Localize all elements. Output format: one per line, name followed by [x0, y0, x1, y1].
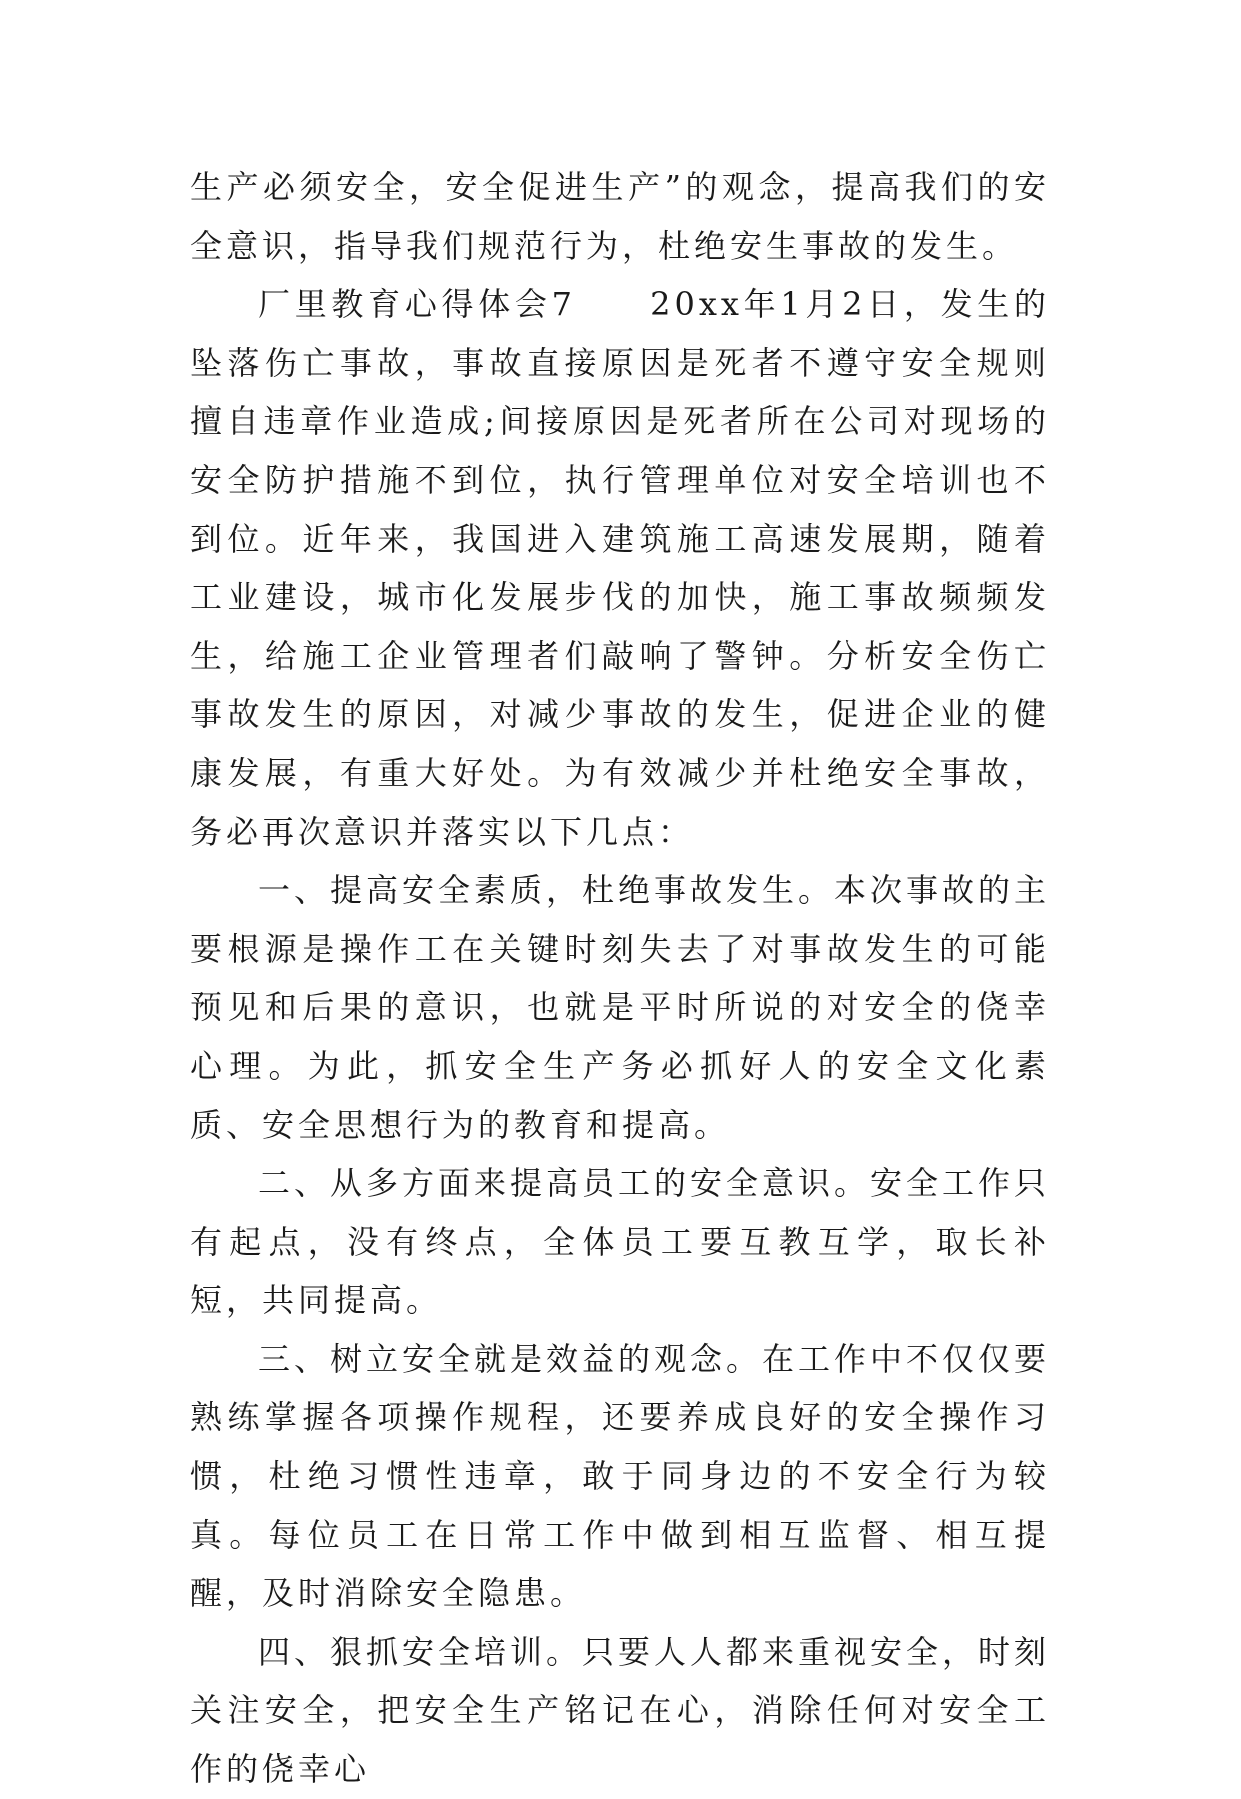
paragraph-incident-intro: 厂里教育心得体会7 20xx年1月2日，发生的坠落伤亡事故，事故直接原因是死者不遵守安全规则擅自违章作业造成;间接原因是死者所在公司对现场的安全防护措施不到位，执行管理单位对安全培训也不到位。近年来，我国进入建筑施工高速发展期，随着工业建设，城市化发展步伐的加快，施工事故频频发生，给施工企业管理者们敲响了警钟。分析安全伤亡事故发生的原因，对减少事故的发生，促进企业的健康发展，有重大好处。为有效减少并杜绝安全事故，务必再次意识并落实以下几点： [190, 285, 1050, 851]
paragraph-point-four: 四、狠抓安全培训。只要人人都来重视安全，时刻关注安全，把安全生产铭记在心，消除任何对安全工作的侥幸心 [190, 1632, 1051, 1789]
paragraph-point-three: 三、树立安全就是效益的观念。在工作中不仅仅要熟练掌握各项操作规程，还要养成良好的安全操作习惯，杜绝习惯性违章，敢于同身边的不安全行为较真。每位员工在日常工作中做到相互监督、相互提醒，及时消除安全隐患。 [190, 1339, 1051, 1613]
paragraph-point-two: 二、从多方面来提高员工的安全意识。安全工作只有起点，没有终点，全体员工要互教互学，取长补短，共同提高。 [190, 1164, 1051, 1320]
document-body [190, 158, 1050, 1799]
paragraph-continuation: 生产必须安全，安全促进生产”的观念，提高我们的安全意识，指导我们规范行为，杜绝安生事故的发生。 [190, 168, 1050, 265]
paragraph-point-one: 一、提高安全素质，杜绝事故发生。本次事故的主要根源是操作工在关键时刻失去了对事故发生的可能预见和后果的意识，也就是平时所说的对安全的侥幸心理。为此，抓安全生产务必抓好人的安全文化素质、安全思想行为的教育和提高。 [190, 871, 1051, 1144]
